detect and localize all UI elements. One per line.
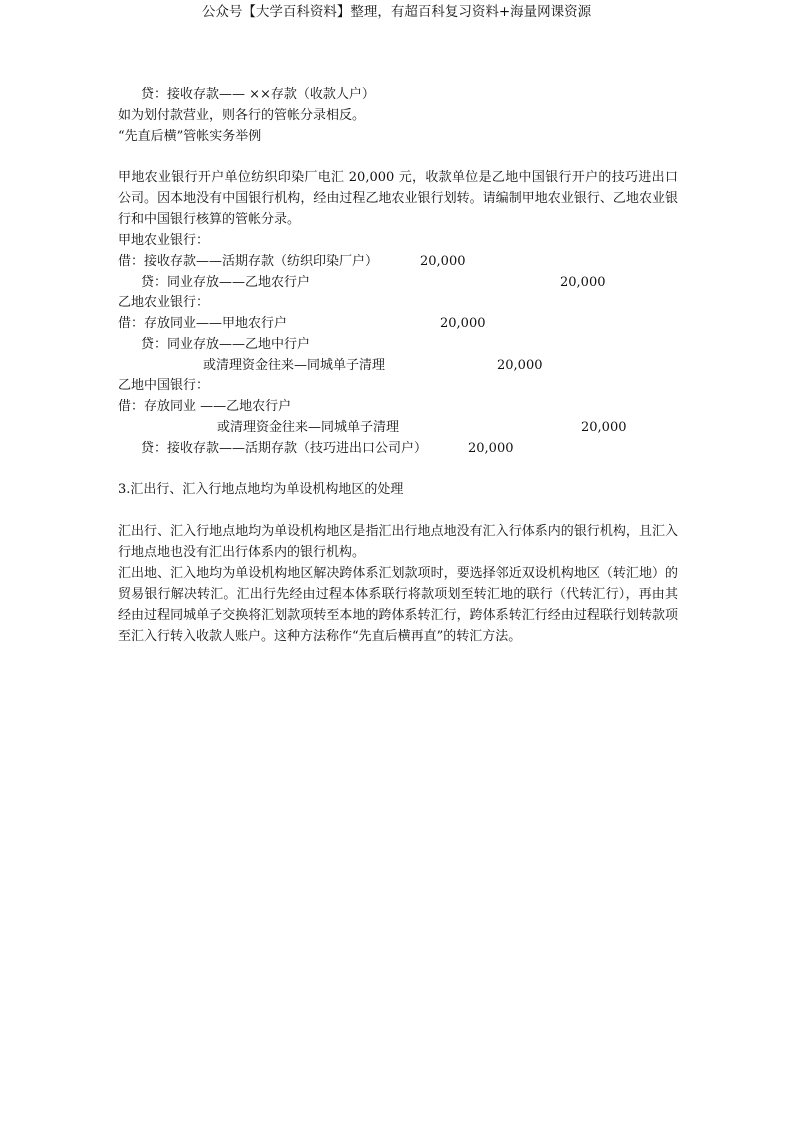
bank-b-debit: 借：存放同业——甲地农行户 — [118, 316, 288, 331]
bank-b-title: 乙地农业银行： — [118, 295, 210, 310]
bank-a-debit: 借：接收存款——活期存款（纺织印染厂户） — [118, 254, 379, 269]
bank-a-title: 甲地农业银行： — [118, 233, 210, 248]
bank-c-alt-debit: 或清理资金往来—同城单子清理 — [217, 420, 400, 435]
example-heading: “先直后横”管帐实务举例 — [118, 129, 262, 144]
bank-c-credit: 贷：接收存款——活期存款（技巧进出口公司户） — [141, 441, 428, 456]
page-header: 公众号【大学百科资料】整理，有超百科复习资料+海量网课资源 — [201, 4, 592, 20]
bank-b-alt-credit: 或清理资金往来—同城单子清理 — [203, 358, 386, 373]
intro-credit-line: 贷：接收存款—— ××存款（收款人户） — [141, 87, 375, 102]
section-3-definition: 汇出行、汇入行地点地均为单设机构地区是指汇出行地点地没有汇入行体系内的银行机构，且汇入行地点地也没有汇出行体系内的银行机构。 — [118, 524, 678, 560]
bank-c-alt-amount: 20,000 — [581, 420, 627, 435]
bank-c-credit-amount: 20,000 — [468, 441, 514, 456]
example-problem: 甲地农业银行开户单位纺织印染厂电汇 20,000 元，收款单位是乙地中国银行开户的技巧进出口公司。因本地没有中国银行机构，经由过程乙地农业银行划转。请编制甲地农业银行、乙地农业银行和中国银行核算的管帐分录。 — [118, 170, 678, 227]
section-3-procedure: 汇出地、汇入地均为单设机构地区解决跨体系汇划款项时，要选择邻近双设机构地区（转汇地）的贸易银行解决转汇。汇出行先经由过程本体系联行将款项划至转汇地的联行（代转汇行），再由其经由过程同城单子交换将汇划款项转至本地的跨体系转汇行，跨体系转汇行经由过程联行划转款项至汇入行转入收款人账户。这种方法称作“先直后横再直”的转汇方法。 — [118, 566, 678, 644]
bank-c-debit: 借：存放同业 ——乙地农行户 — [118, 399, 292, 414]
bank-b-debit-amount: 20,000 — [440, 316, 486, 331]
bank-a-credit-amount: 20,000 — [560, 275, 606, 290]
bank-a-credit: 贷：同业存放——乙地农行户 — [141, 275, 311, 290]
bank-c-title: 乙地中国银行： — [118, 378, 210, 393]
bank-b-credit: 贷：同业存放——乙地中行户 — [141, 337, 311, 352]
bank-a-debit-amount: 20,000 — [420, 254, 466, 269]
bank-b-alt-amount: 20,000 — [497, 358, 543, 373]
intro-reverse-note: 如为划付款营业，则各行的管帐分录相反。 — [118, 108, 366, 123]
section-3-heading: 3.汇出行、汇入行地点地均为单设机构地区的处理 — [118, 482, 404, 497]
